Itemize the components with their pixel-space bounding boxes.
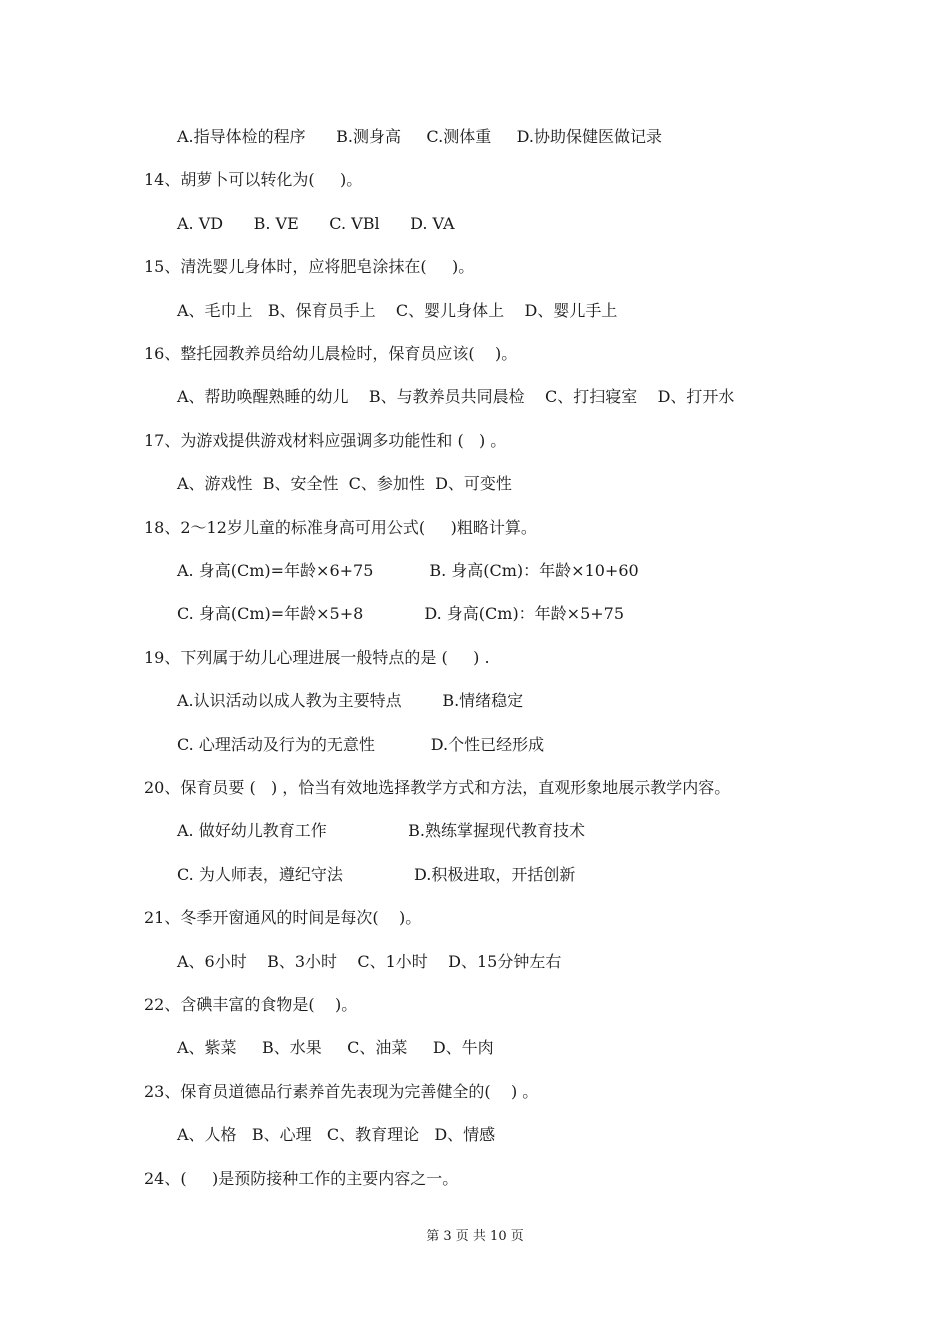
question-text: 18、2～12岁儿童的标准身高可用公式( )粗略计算。 — [144, 518, 537, 537]
answer-options: C. 身高(Cm)=年龄×5+8 D. 身高(Cm)：年龄×5+75 — [177, 604, 625, 623]
answer-options: A、6小时 B、3小时 C、1小时 D、15分钟左右 — [177, 952, 562, 971]
question-text: 24、( )是预防接种工作的主要内容之一。 — [144, 1169, 459, 1188]
question-text: 20、保育员要 ( ) ，恰当有效地选择教学方式和方法，直观形象地展示教学内容。 — [144, 778, 731, 797]
question-text: 16、整托园教养员给幼儿晨检时，保育员应该( )。 — [144, 344, 518, 363]
answer-options: C. 心理活动及行为的无意性 D.个性已经形成 — [177, 735, 545, 754]
answer-options: A.指导体检的程序 B.测身高 C.测体重 D.协助保健医做记录 — [177, 127, 662, 146]
question-text: 15、清洗婴儿身体时，应将肥皂涂抹在( )。 — [144, 257, 475, 276]
answer-options: C. 为人师表，遵纪守法 D.积极进取，开括创新 — [177, 865, 576, 884]
answer-options: A、帮助唤醒熟睡的幼儿 B、与教养员共同晨检 C、打扫寝室 D、打开水 — [177, 387, 735, 406]
question-text: 23、保育员道德品行素养首先表现为完善健全的( ) 。 — [144, 1082, 539, 1101]
answer-options: A. 做好幼儿教育工作 B.熟练掌握现代教育技术 — [177, 821, 585, 840]
answer-options: A、游戏性 B、安全性 C、参加性 D、可变性 — [177, 474, 512, 493]
answer-options: A、毛巾上 B、保育员手上 C、婴儿身体上 D、婴儿手上 — [177, 301, 618, 320]
question-text: 22、含碘丰富的食物是( )。 — [144, 995, 358, 1014]
answer-options: A.认识活动以成人教为主要特点 B.情绪稳定 — [177, 691, 524, 710]
question-text: 14、胡萝卜可以转化为( )。 — [144, 170, 363, 189]
question-text: 21、冬季开窗通风的时间是每次( )。 — [144, 908, 422, 927]
question-text: 17、为游戏提供游戏材料应强调多功能性和 ( ) 。 — [144, 431, 507, 450]
answer-options: A. 身高(Cm)=年龄×6+75 B. 身高(Cm)：年龄×10+60 — [177, 561, 639, 580]
answer-options: A、紫菜 B、水果 C、油菜 D、牛肉 — [177, 1038, 494, 1057]
answer-options: A. VD B. VE C. VBl D. VA — [177, 214, 455, 233]
answer-options: A、人格 B、心理 C、教育理论 D、情感 — [177, 1125, 496, 1144]
question-text: 19、下列属于幼儿心理进展一般特点的是 ( ) . — [144, 648, 490, 667]
page-number-footer: 第 3 页 共 10 页 — [426, 1229, 524, 1244]
